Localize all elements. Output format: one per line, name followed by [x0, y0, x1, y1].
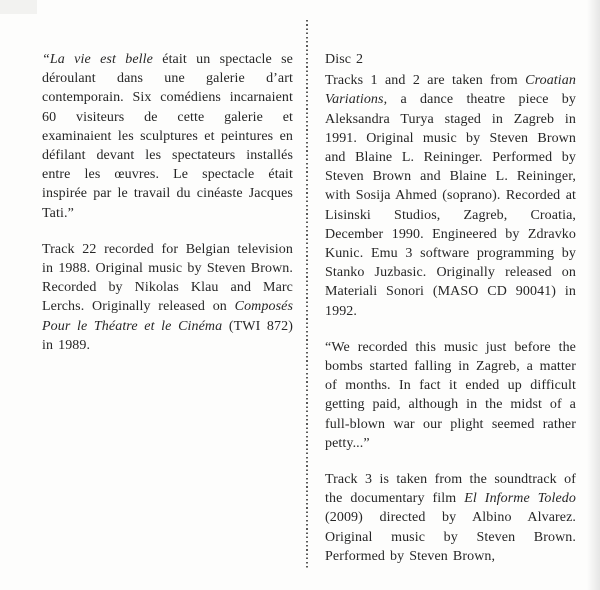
paragraph-french-quote: “La vie est belle était un spectacle se déroulant dans une galerie d’art contemporain. Six comédiens incarnaient 60 visiteurs de cette galerie et examinaient les sculptures et peintures en défilant devant les spectateurs installés entre les œuvres. Le spectacle était inspirée par le travail du cinéaste Jacques Tati.” [42, 52, 293, 221]
scan-edge-shadow [587, 0, 600, 590]
disc-2-heading: Disc 2 [325, 52, 364, 67]
paragraph-track-3-credits: Track 3 is taken from the soundtrack of the documentary film El Informe Toledo (2009) directed by Albino Alvarez. Original music by Steven Brown. Performed by Steven Brown, [325, 472, 576, 564]
paragraph-track-22-credits: Track 22 recorded for Belgian television in 1988. Original music by Steven Brown. Recorded by Nikolas Klau and Marc Lerchs. Originally released on Composés Pour le Théatre et le Cinéma (TWI 872) in 1989. [42, 241, 293, 353]
paragraph-zagreb-quote: “We recorded this music just before the bombs started falling in Zagreb, a matter of months. In fact it ended up difficult getting paid, although in the midst of a full-blown war our plight seemed rather petty...” [325, 339, 576, 451]
right-column [325, 50, 576, 566]
paragraph-tracks-1-2-credits: Tracks 1 and 2 are taken from Croatian Variations, a dance theatre piece by Aleksandra Turya staged in Zagreb in 1991. Original music by Steven Brown and Blaine L. Reininger. Performed by Steven Brown and Blaine L. Reininger, with Sosija Ahmed (soprano). Recorded at Lisinski Studios, Zagreb, Croatia, December 1990. Engineered by Zdravko Kunic. Emu 3 software programming by Stanko Juzbasic. Originally released on Materiali Sonori (MASO CD 90041) in 1992. [325, 73, 576, 319]
scan-corner-artifact [0, 0, 37, 14]
column-divider-dotted-rule [306, 20, 308, 570]
left-column [42, 50, 293, 355]
